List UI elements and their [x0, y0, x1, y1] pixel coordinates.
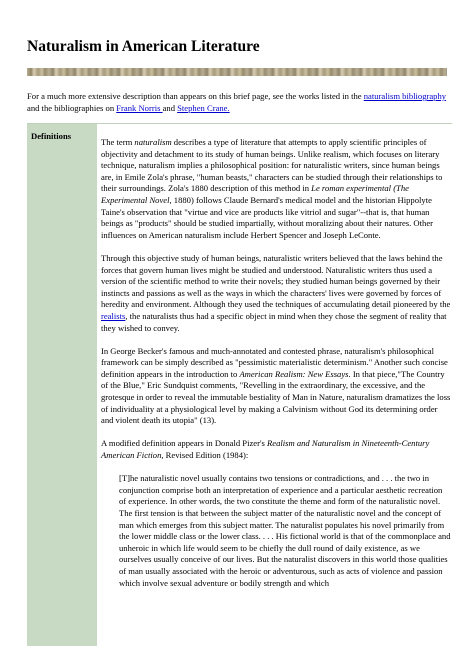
intro-text: For a much more extensive description than appears on this brief page, see the works listed in the — [27, 91, 364, 101]
intro-paragraph — [27, 91, 452, 114]
paragraph-objective-study — [101, 253, 451, 334]
work-title: Le roman experimental (The Experimental Novel, — [101, 183, 409, 205]
stephen-crane-link[interactable]: Stephen Crane. — [177, 102, 230, 113]
text: Through this objective study of human beings, naturalistic writers believed that the laws behind the forces that govern human lives might be studied and understood. Naturalistic writers thus used a version of the scientific method to write their novels; they studied human beings governed by their instincts and passions as well as the ways in which the characters' lives were governed by forces of heredity and environment. Although they used the techniques of accumulating detail pioneered by the — [101, 252, 451, 310]
decorative-banner — [27, 68, 447, 76]
text: describes a type of literature that attempts to apply scientific principles of objectivity and detachment to its study of human beings. Unlike realism, which focuses on literary technique, naturalism implies a philosophical position: for naturalistic writers, since human beings are, in Emile Zola's phrase, "human beasts," characters can be studied through their relationships to their surroundings. Zola's 1880 description of this method in — [101, 137, 443, 194]
work-title: Realism and Naturalism in Nineteenth-Century American Fiction, — [101, 438, 430, 461]
term-naturalism: naturalism — [134, 137, 172, 147]
text: In George Becker's famous and much-annotated and contested phrase, naturalism's philosophical framework can be simply described as "pessimistic materialistic determinism." Another such concise definition appears in the introduction to — [101, 345, 448, 379]
definitions-content — [101, 137, 451, 589]
frank-norris-link[interactable]: Frank Norris — [116, 102, 163, 113]
realists-link[interactable]: realists — [101, 310, 126, 321]
text: 1880) follows Claude Bernard's medical model and the historian Hippolyte Taine's observation that "virtue and vice are products like vitriol and sugar"--that is, that human beings as "products" should be studied impartially, without moralizing about their natures. Other influences on American naturalism include Herbert Spencer and Joseph LeConte. — [101, 194, 434, 240]
paragraph-definition — [101, 137, 451, 241]
text: The term — [101, 137, 135, 147]
naturalism-bibliography-link[interactable]: naturalism bibliography — [363, 91, 447, 101]
text: A modified definition appears in Donald Pizer's — [101, 438, 267, 449]
paragraph-pizer — [101, 438, 451, 461]
intro-text: and the bibliographies on — [27, 102, 117, 113]
paragraph-becker — [101, 346, 451, 427]
page-title: Naturalism in American Literature — [27, 38, 260, 55]
text: Revised Edition (1984): — [163, 450, 249, 461]
definitions-label: Definitions — [31, 131, 72, 141]
pizer-quote: [T]he naturalistic novel usually contains two tensions or contradictions, and . . . the two in conjunction comprise both an interpretation of experience and a particular aesthetic recreation of experience. In other words, the two constitute the theme and form of the naturalistic novel. The first tension is that between the subject matter of the naturalistic novel and the concept of man which emerges from this subject matter. The naturalist populates his novel primarily from the lower middle class or the lower class. . . . His fictional world is that of the commonplace and unheroic in which life would seem to be chiefly the dull round of daily existence, as we ourselves usually conceive of our lives. But the naturalist discovers in this world those qualities of man usually associated with the heroic or adventurous, such as acts of violence and passion which involve sexual adventure or bodily strength and which — [119, 473, 451, 588]
work-title: American Realism: New Essays — [239, 368, 349, 379]
intro-text: and — [162, 102, 178, 113]
text: . In that piece,"The Country of the Blue," Eric Sundquist comments, "Revelling in the extraordinary, the excessive, and the grotesque in order to reveal the immutable bestiality of Man in Nature, naturalism dramatizes the loss of individuality at a physiological level by making a Calvinism without God its determining order and violent death its utopia" (13). — [101, 368, 451, 426]
definitions-sidebar — [27, 124, 97, 646]
text: , the naturalists thus had a specific object in mind when they chose the segment of reality that they wished to convey. — [101, 310, 447, 333]
